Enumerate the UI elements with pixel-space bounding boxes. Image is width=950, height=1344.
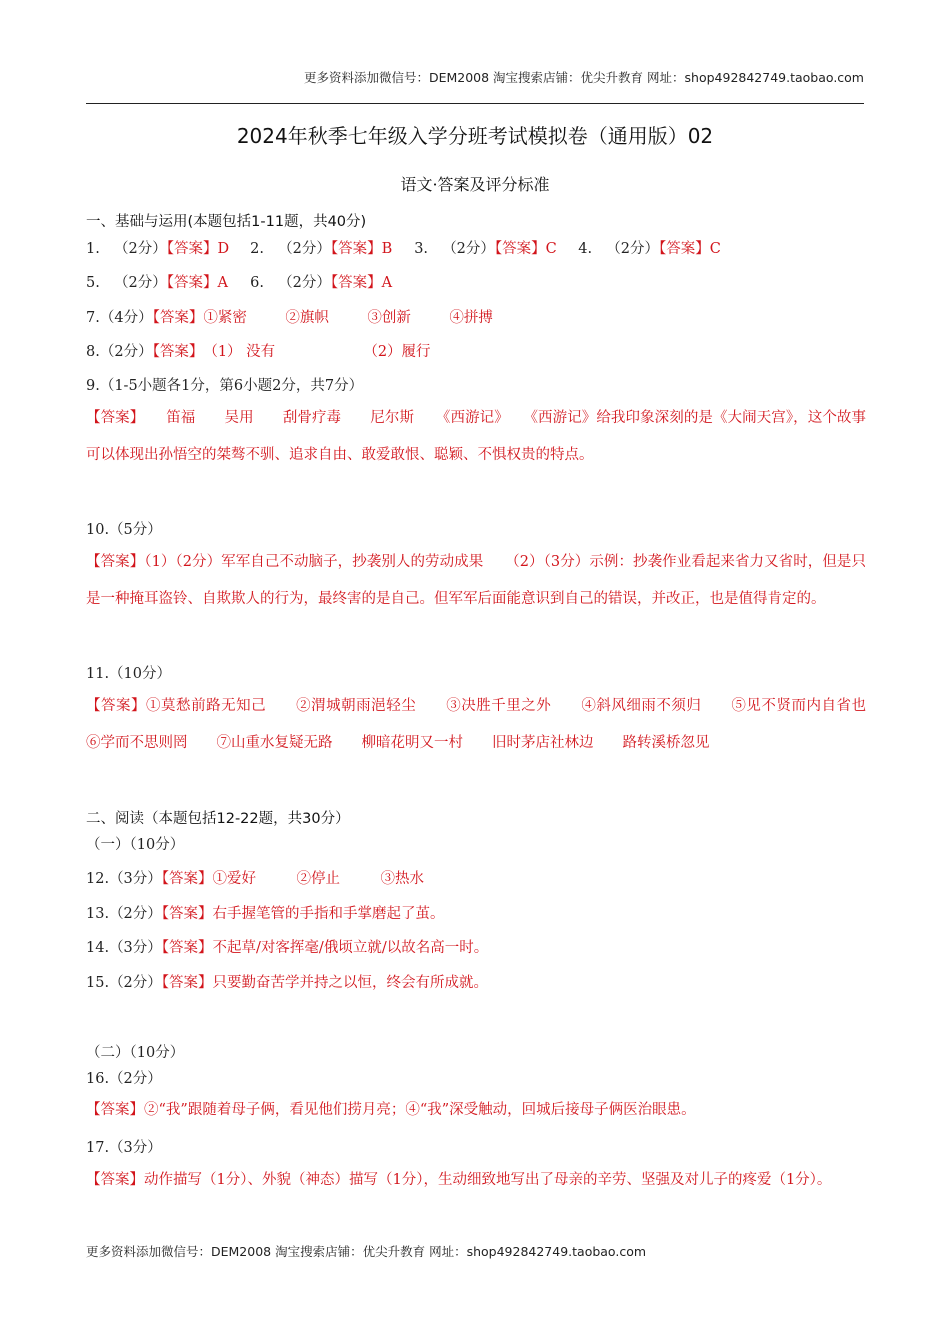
header-divider	[86, 103, 864, 104]
page-footer: 更多资料添加微信号：DEM2008 淘宝搜索店铺：优尖升教育 网址：shop492842749.taobao.com	[86, 1244, 647, 1259]
q12-number: 12.	[86, 871, 110, 887]
q5-answer: A	[217, 275, 228, 291]
q14-answer-tag: 【答案】	[161, 940, 213, 956]
q2-answer: B	[381, 241, 393, 257]
q7-answer-4: ④拼搏	[449, 310, 493, 326]
q3-number: 3.	[414, 241, 429, 257]
q7-answer-2: ②旗帜	[285, 310, 329, 326]
q3-answer-tag: 【答案】	[494, 241, 546, 257]
answer-row-q5-q6	[86, 271, 392, 292]
q12-answer-tag: 【答案】	[161, 871, 213, 887]
q17-label: 17.（3分）	[86, 1140, 162, 1156]
q12-answer-1: ①爱好	[212, 871, 257, 887]
q7-answer-tag: 【答案】	[152, 310, 204, 326]
q10-label: 10.（5分）	[86, 522, 162, 538]
q6-score: （2分）	[278, 275, 331, 291]
q11-answer: 【答案】①莫愁前路无知己 ②渭城朝雨浥轻尘 ③决胜千里之外 ④斜风细雨不须归 ⑤见不贤而内自省也 ⑥学而不思则罔 ⑦山重水复疑无路 柳暗花明又一村 旧时茅店社林边 路转溪桥忽见	[86, 698, 895, 751]
answer-row-q15	[86, 971, 488, 992]
q1-answer-tag: 【答案】	[166, 241, 218, 257]
q6-answer-tag: 【答案】	[330, 275, 382, 291]
q8-number: 8.	[86, 344, 100, 360]
q8-answer-1: （1） 没有	[203, 344, 276, 360]
q8-score: （2分）	[99, 344, 153, 360]
part-1-heading: （一）（10分）	[86, 837, 185, 853]
q1-score: （2分）	[114, 241, 167, 257]
q7-answer-1: ①紧密	[203, 310, 247, 326]
q8-answer-2: （2）履行	[363, 344, 431, 360]
q12-score: （3分）	[109, 871, 162, 887]
q3-answer: C	[545, 241, 557, 257]
q12-answer-2: ②停止	[296, 871, 341, 887]
document-subtitle: 语文·答案及评分标准	[400, 175, 550, 194]
q6-number: 6.	[250, 275, 264, 291]
answer-row-q1-q4	[86, 237, 721, 258]
q7-number: 7.	[86, 310, 100, 326]
q5-score: （2分）	[114, 275, 167, 291]
q4-score: （2分）	[606, 241, 660, 257]
answer-row-q12	[86, 867, 424, 888]
q7-answer-3: ③创新	[367, 310, 411, 326]
document-title: 2024年秋季七年级入学分班考试模拟卷（通用版）02	[236, 124, 714, 148]
q6-answer: A	[381, 275, 393, 291]
q11-label: 11.（10分）	[86, 666, 172, 682]
q12-answer-3: ③热水	[380, 871, 425, 887]
q2-number: 2.	[250, 241, 264, 257]
page-header: 更多资料添加微信号：DEM2008 淘宝搜索店铺：优尖升教育 网址：shop492842749.taobao.com	[303, 70, 864, 85]
q17-answer: 【答案】动作描写（1分）、外貌（神态）描写（1分），生动细致地写出了母亲的辛劳、坚强及对儿子的疼爱（1分）。	[86, 1172, 832, 1188]
q7-score: （4分）	[99, 310, 153, 326]
q14-number: 14.	[86, 940, 110, 956]
q2-answer-tag: 【答案】	[330, 241, 382, 257]
q5-number: 5.	[86, 275, 100, 291]
q9-label: 9.（1-5小题各1分，第6小题2分，共7分）	[86, 378, 364, 394]
q5-answer-tag: 【答案】	[166, 275, 218, 291]
q14-score: （3分）	[109, 940, 162, 956]
q14-answer: 不起草/对客挥毫/俄顷立就/以故名高一时。	[212, 940, 489, 956]
q10-answer: 【答案】（1）（2分）军军自己不动脑子，抄袭别人的劳动成果 （2）（3分）示例：抄袭作业看起来省力又省时，但是只是一种掩耳盗铃、自欺欺人的行为，最终害的是自己。但军军后面能意识到自己的错误，并改正，也是值得肯定的。	[86, 554, 866, 607]
answer-row-q7	[86, 306, 493, 327]
q15-answer-tag: 【答案】	[161, 975, 213, 991]
q1-answer: D	[217, 241, 230, 257]
q15-score: （2分）	[109, 975, 162, 991]
q13-score: （2分）	[109, 906, 162, 922]
q16-label: 16.（2分）	[86, 1071, 162, 1087]
q15-number: 15.	[86, 975, 110, 991]
q4-answer: C	[709, 241, 721, 257]
section-1-heading: 一、基础与运用(本题包括1-11题，共40分)	[86, 214, 367, 230]
q13-answer-tag: 【答案】	[161, 906, 213, 922]
q3-score: （2分）	[442, 241, 495, 257]
q8-answer-tag: 【答案】	[152, 344, 204, 360]
section-2-heading: 二、阅读（本题包括12-22题，共30分）	[86, 811, 350, 827]
answer-row-q8	[86, 340, 431, 361]
q13-number: 13.	[86, 906, 110, 922]
q13-answer: 右手握笔管的手指和手掌磨起了茧。	[212, 906, 445, 922]
q4-number: 4.	[578, 241, 593, 257]
part-2-heading: （二）（10分）	[86, 1045, 185, 1061]
q15-answer: 只要勤奋苦学并持之以恒，终会有所成就。	[212, 975, 489, 991]
q4-answer-tag: 【答案】	[659, 241, 710, 257]
answer-row-q14	[86, 936, 488, 957]
q2-score: （2分）	[278, 241, 331, 257]
q16-answer: 【答案】②“我”跟随着母子俩，看见他们捞月亮；④“我”深受触动，回城后接母子俩医治眼患。	[86, 1102, 696, 1118]
q1-number: 1.	[86, 241, 100, 257]
answer-row-q13	[86, 902, 445, 923]
q9-answer: 【答案】 笛福 吴用 刮骨疗毒 尼尔斯 《西游记》 《西游记》给我印象深刻的是《大闹天宫》，这个故事可以体现出孙悟空的桀骜不驯、追求自由、敢爱敢恨、聪颖、不惧权贵的特点。	[86, 410, 866, 463]
